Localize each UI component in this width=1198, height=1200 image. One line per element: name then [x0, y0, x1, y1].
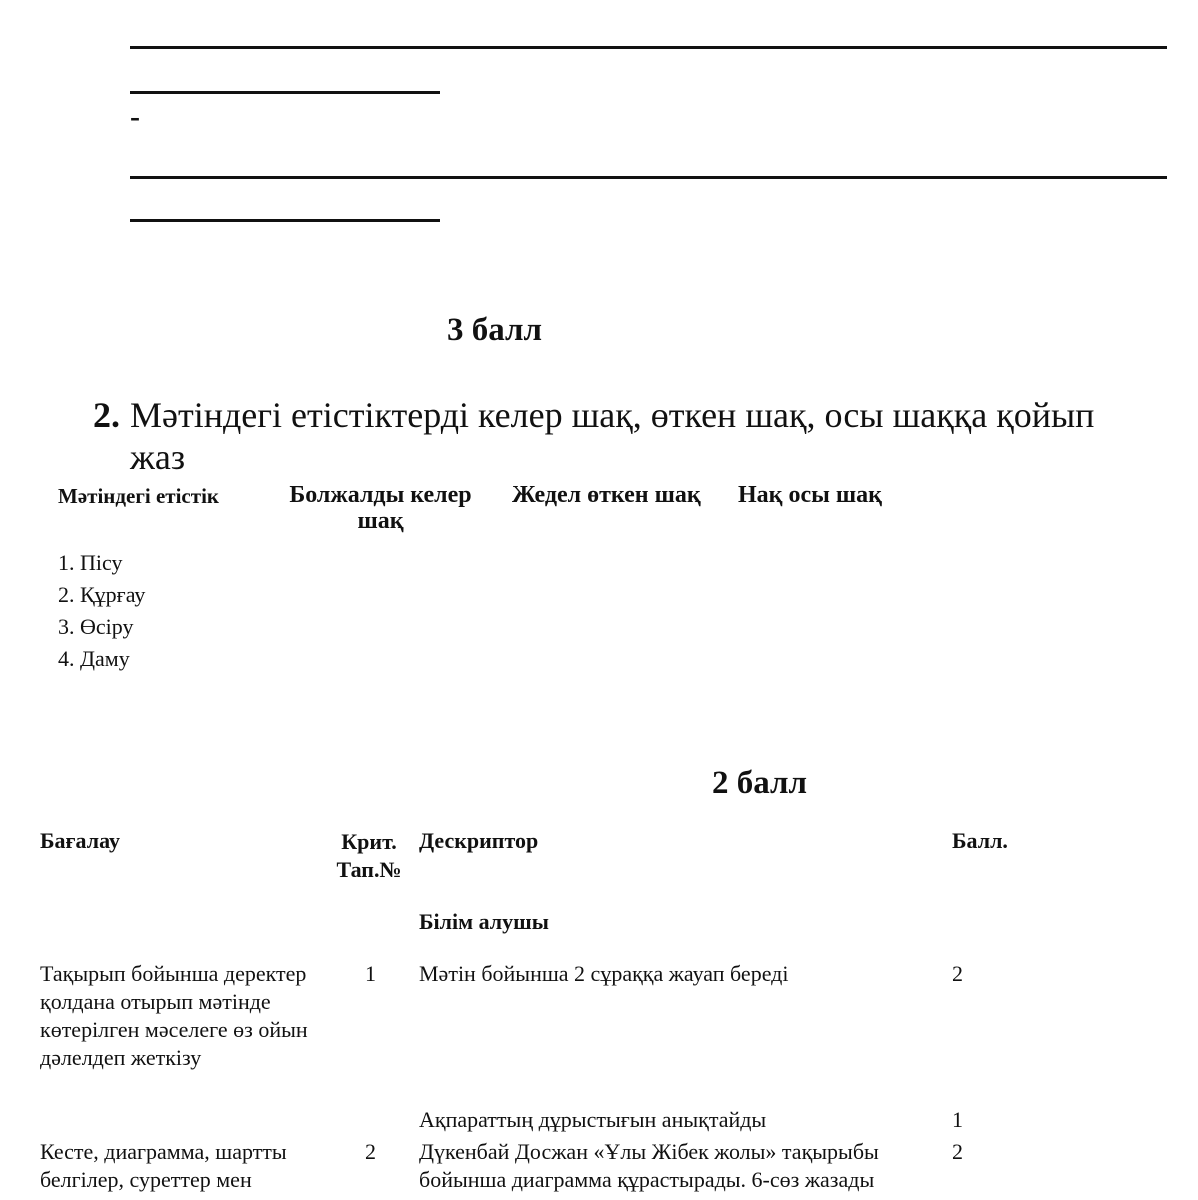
verb-item: 2. Құрғау: [58, 582, 146, 607]
rubric-row-descriptor: Ақпараттың дұрыстығын анықтайды: [419, 1107, 767, 1132]
rubric-row-points: 2: [952, 961, 963, 986]
question-number: 2.: [93, 395, 120, 435]
verb-item: 1. Пісу: [58, 550, 123, 575]
verb-item: 4. Даму: [58, 646, 130, 671]
rubric-header-points: Балл.: [952, 828, 1008, 853]
rubric-row-points: 1: [952, 1107, 963, 1132]
rubric-row-criterion: Тақырып бойынша деректер қолдана отырып мәтінде көтерілген мәселеге өз ойын дәлелдеп жеткізу: [40, 961, 308, 1070]
rubric-header-descriptor: Дескриптор: [419, 828, 539, 853]
rubric-subheader: Білім алушы: [419, 909, 549, 934]
rubric-row-criterion: Кесте, диаграмма, шартты белгілер, суреттер мен: [40, 1139, 287, 1192]
answer-line-4: [130, 219, 440, 222]
verb-table-header-present: Нақ осы шақ: [738, 482, 882, 508]
question-text: Мәтіндегі етістіктерді келер шақ, өткен шақ, осы шаққа қойып жаз: [130, 395, 1095, 477]
list-dash: -: [130, 100, 140, 133]
score-label-2: 2 балл: [712, 765, 808, 801]
rubric-row-task-no: 2: [365, 1139, 376, 1164]
verb-table-header-past: Жедел өткен шақ: [512, 482, 701, 508]
rubric-row-task-no: 1: [365, 961, 376, 986]
verb-table-header-future: Болжалды келер шақ: [289, 482, 472, 534]
score-label-3: 3 балл: [447, 312, 543, 348]
rubric-row-descriptor: Мәтін бойынша 2 сұраққа жауап береді: [419, 961, 789, 986]
rubric-row-descriptor: Дүкенбай Досжан «Ұлы Жібек жолы» тақырыбы бойынша диаграмма құрастырады. 6-сөз жазады: [419, 1139, 879, 1192]
verb-table-header-verb: Мәтіндегі етістік: [58, 484, 219, 508]
answer-line-3: [130, 176, 1167, 179]
answer-line-2: [130, 91, 440, 94]
rubric-header-task-no: Крит. Тап.№: [336, 829, 402, 882]
rubric-row-points: 2: [952, 1139, 963, 1164]
verb-item: 3. Өсіру: [58, 614, 134, 639]
rubric-header-criterion: Бағалау: [40, 828, 120, 853]
answer-line-1: [130, 46, 1167, 49]
